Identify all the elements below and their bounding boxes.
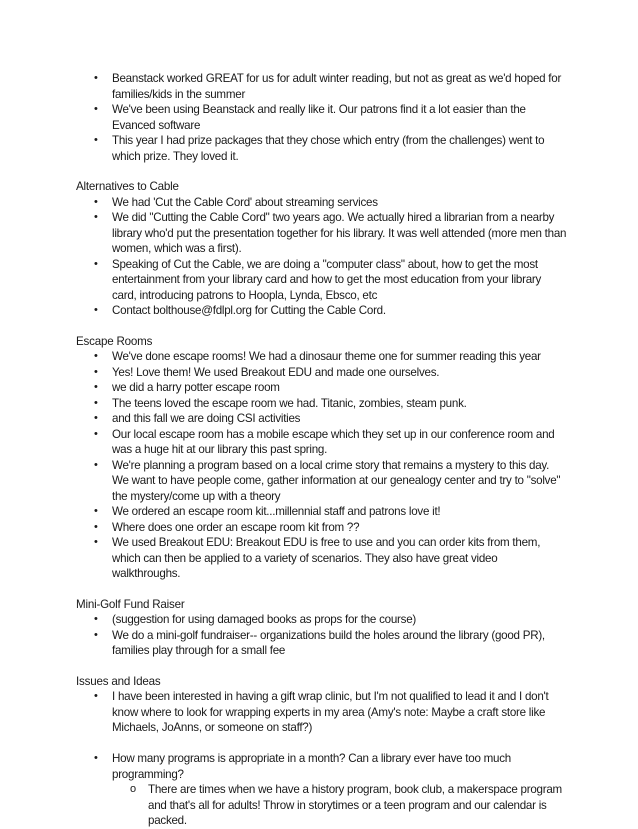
list-item: • Where does one order an escape room kit from ?? (94, 520, 360, 534)
bullet-list (76, 195, 568, 319)
bullet-icon: • (94, 381, 98, 393)
golf-section (76, 597, 568, 659)
bullet-icon: • (94, 536, 98, 548)
circle-bullet-icon: o (130, 783, 136, 795)
section-heading: Mini-Golf Fund Raiser (76, 597, 185, 611)
list-item: • We've done escape rooms! We had a dinosaur theme one for summer reading this year (94, 350, 541, 363)
cable-section (76, 179, 568, 319)
list-item: • We ordered an escape room kit...millennial staff and patrons love it! (94, 505, 441, 518)
bullet-icon: • (94, 211, 98, 223)
list-item: • This year I had prize packages that they chose which entry (from the challenges) went to which prize. They loved it. (94, 134, 545, 163)
bullet-icon: • (94, 458, 98, 471)
issues-section (76, 674, 568, 829)
section-heading: Alternatives to Cable (76, 180, 179, 193)
bullet-icon: • (94, 505, 98, 517)
bullet-icon: • (94, 195, 98, 208)
section-heading: Issues and Ideas (76, 674, 161, 688)
bullet-icon: • (94, 752, 98, 764)
list-item: • We do a mini-golf fundraiser-- organizations build the holes around the library (good PR), families play through for a small fee (94, 628, 545, 657)
bullet-icon: • (94, 520, 98, 533)
sub-list-item: o There are times when we have a history program, book club, a makerspace program and that's all for adults! Throw in storytimes or a teen program and our calendar is packed. (130, 783, 562, 827)
list-item: • (suggestion for using damaged books as props for the course) (94, 613, 417, 626)
list-item: • We've been using Beanstack and really like it. Our patrons find it a lot easier than the Evanced software (94, 103, 526, 132)
list-item: • Speaking of Cut the Cable, we are doing a "computer class" about, how to get the most entertainment from your library card and how to get the most education from your library card, introducing patrons to Hoopla, Lynda, Ebsco, etc (94, 257, 542, 302)
sub-bullet-list (112, 782, 568, 829)
list-item: • The teens loved the escape room we had. Titanic, zombies, steam punk. (94, 396, 467, 410)
escape-section (76, 334, 568, 582)
bullet-icon: • (94, 690, 98, 702)
list-item: • we did a harry potter escape room (94, 381, 280, 394)
list-item: • We did "Cutting the Cable Cord" two years ago. We actually hired a librarian from a nearby library who'd put the presentation together for his library. It was well attended (more men than women, which was a first). (94, 211, 567, 255)
bullet-icon: • (94, 628, 98, 641)
bullet-icon: • (94, 134, 98, 146)
bullet-list (76, 689, 568, 829)
list-item: • We used Breakout EDU: Breakout EDU is free to use and you can order kits from them, which can then be applied to a variety of scenarios. They also have great video walkthroughs. (94, 536, 541, 580)
bullet-icon: • (94, 365, 98, 378)
bullet-icon: • (94, 427, 98, 440)
bullet-icon: • (94, 304, 98, 316)
list-item: • I have been interested in having a gift wrap clinic, but I'm not qualified to lead it and I don't know where to look for wrapping experts in my area (Amy's note: Maybe a craft store like Michaels, JoAnns, or someone on staff?) (94, 690, 549, 734)
list-item: • Yes! Love them! We used Breakout EDU and made one ourselves. (94, 365, 440, 379)
list-item: • Our local escape room has a mobile escape which they set up in our conference room and was a huge hit at our library this past spring. (94, 427, 555, 456)
bullet-icon: • (94, 412, 98, 424)
bullet-icon: • (94, 72, 98, 84)
list-item: • and this fall we are doing CSI activities (94, 412, 301, 425)
list-item: • We're planning a program based on a local crime story that remains a mystery to this day. We want to have people come, gather information at our genealogy center and try to "solve" the mystery/come up with a theory (94, 458, 561, 503)
bullet-icon: • (94, 257, 98, 270)
list-item: • Beanstack worked GREAT for us for adult winter reading, but not as great as we'd hoped for families/kids in the summer (94, 72, 562, 101)
bullet-icon: • (94, 396, 98, 409)
list-item: • Contact bolthouse@fdlpl.org for Cutting the Cable Cord. (94, 304, 386, 317)
list-item: • We had 'Cut the Cable Cord' about streaming services (94, 195, 378, 209)
section-heading: Escape Rooms (76, 334, 153, 348)
bullet-icon: • (94, 613, 98, 625)
list-item: • How many programs is appropriate in a month? Can a library ever have too much programming? o There are times when we have a history program, book club, a makerspace program and that's all for adults! Throw in storytimes or a teen program and our calendar is packed. (112, 751, 568, 829)
beanstack-section (76, 71, 568, 164)
bullet-icon: • (94, 350, 98, 362)
bullet-icon: • (94, 103, 98, 115)
bullet-list (76, 349, 568, 582)
bullet-list (76, 612, 568, 659)
bullet-list (76, 71, 568, 164)
